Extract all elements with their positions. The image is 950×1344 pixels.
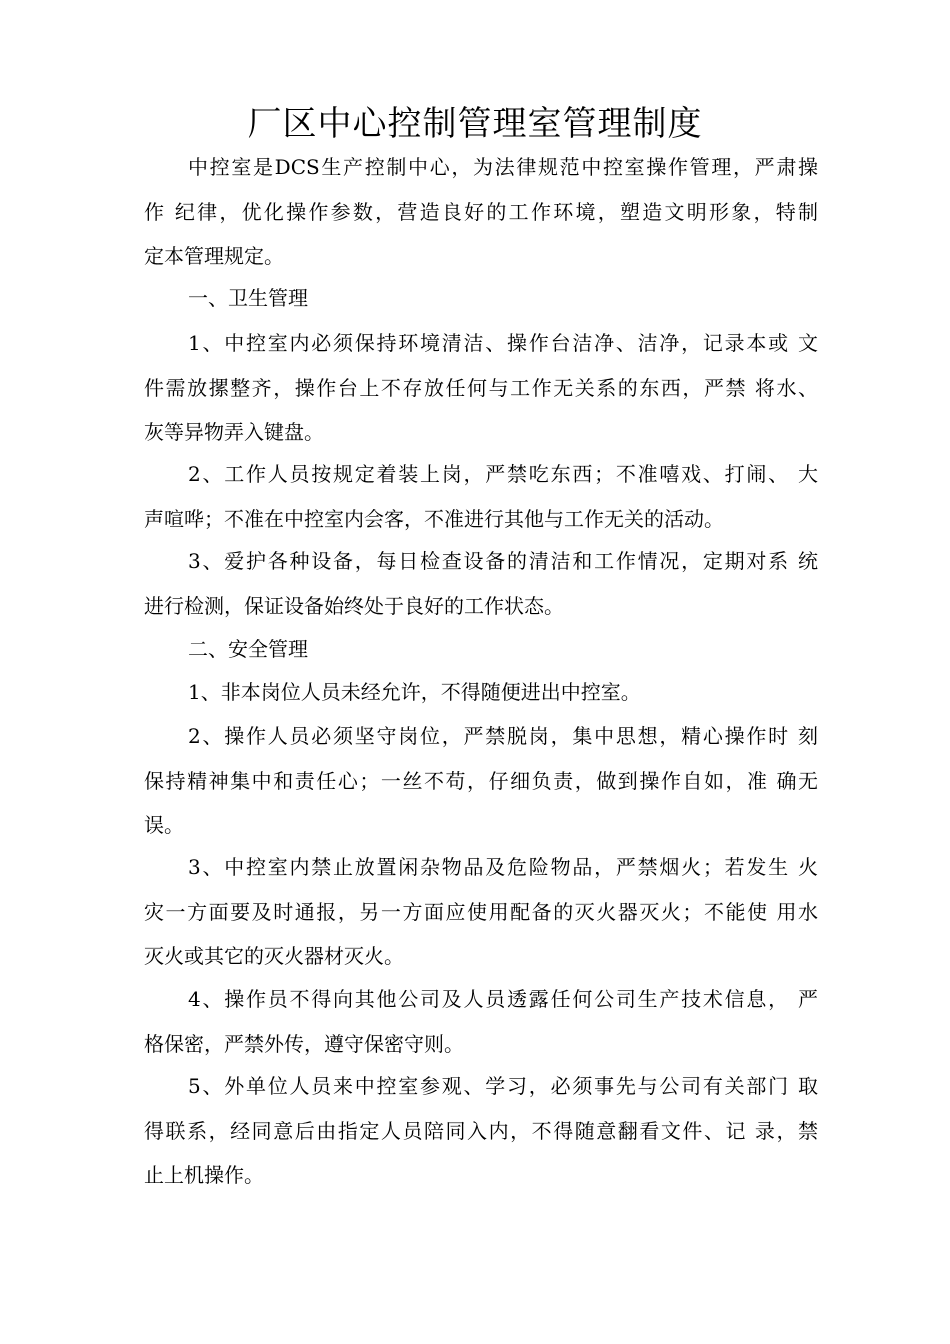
hygiene-item-1	[144, 321, 818, 455]
text-line: 格保密，严禁外传，遵守保密守则。	[144, 1031, 464, 1056]
text-line: 件需放摞整齐，操作台上不存放任何与工作无关系的东西，严禁 将水、	[144, 375, 818, 400]
text-line: 1、中控室内必须保持环境清洁、操作台洁净、洁净，记录本或 文	[188, 331, 818, 355]
hygiene-item-2	[144, 452, 818, 541]
safety-item-2	[144, 714, 818, 848]
text-line: 3、中控室内禁止放置闲杂物品及危险物品，严禁烟火；若发生 火	[188, 855, 818, 879]
text-line: 止上机操作。	[144, 1163, 264, 1188]
text-line: 声喧哗；不准在中控室内会客，不准进行其他与工作无关的活动。	[144, 506, 724, 531]
safety-item-1	[144, 670, 818, 715]
text-line: 得联系，经同意后由指定人员陪同入内，不得随意翻看文件、记 录，禁	[144, 1118, 818, 1143]
text-line: 误。	[144, 813, 184, 838]
text-line: 5、外单位人员来中控室参观、学习，必须事先与公司有关部门 取	[188, 1074, 818, 1098]
section-heading: 二、安全管理	[188, 637, 308, 661]
section-heading-hygiene	[144, 276, 818, 321]
document-title: 厂区中心控制管理室管理制度	[247, 104, 703, 144]
text-line: 3、爱护各种设备，每日检查设备的清洁和工作情况，定期对系 统	[188, 549, 818, 573]
text-line: 灾一方面要及时通报，另一方面应使用配备的灭火器灭火；不能使 用水	[144, 899, 818, 924]
safety-item-4	[144, 977, 818, 1066]
text-line: 1、非本岗位人员未经允许，不得随便进出中控室。	[188, 680, 641, 704]
section-heading-safety	[144, 627, 818, 672]
safety-item-3	[144, 845, 818, 979]
text-line: 2、工作人员按规定着装上岗，严禁吃东西；不准嘻戏、打闹、 大	[188, 462, 818, 486]
text-line: 保持精神集中和责任心；一丝不苟，仔细负责，做到操作自如，准 确无	[144, 768, 818, 793]
text-line: 2、操作人员必须坚守岗位，严禁脱岗，集中思想，精心操作时 刻	[188, 724, 818, 748]
text-line: 4、操作员不得向其他公司及人员透露任何公司生产技术信息， 严	[188, 987, 818, 1011]
text-line: 中控室是DCS生产控制中心，为法律规范中控室操作管理，严肃操	[188, 155, 818, 179]
section-heading: 一、卫生管理	[188, 286, 308, 310]
safety-item-5	[144, 1064, 818, 1198]
intro-paragraph	[144, 145, 818, 279]
text-line: 灭火或其它的灭火器材灭火。	[144, 944, 404, 969]
hygiene-item-3	[144, 539, 818, 628]
text-line: 定本管理规定。	[144, 244, 284, 269]
text-line: 进行检测，保证设备始终处于良好的工作状态。	[144, 593, 564, 618]
text-line: 作 纪律，优化操作参数，营造良好的工作环境，塑造文明形象，特制	[144, 199, 818, 224]
text-line: 灰等异物弄入键盘。	[144, 420, 324, 445]
